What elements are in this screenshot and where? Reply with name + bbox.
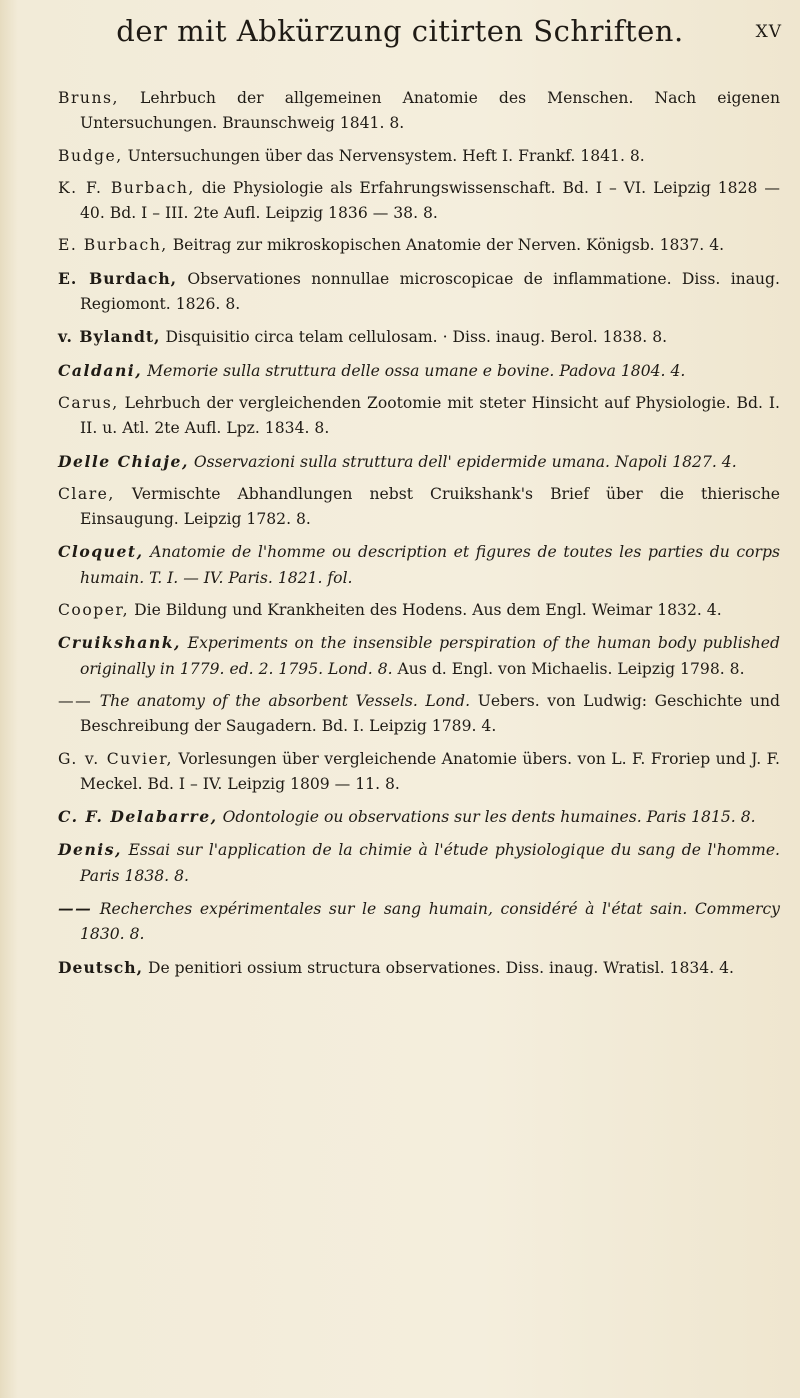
entry-text: Anatomie de l'homme ou description et figures de toutes les parties du corps humain. T. I. — IV. Paris. 1821. fol. xyxy=(80,543,780,587)
entry-author: E. Burdach, xyxy=(58,268,178,288)
entry-author: Cooper, xyxy=(58,601,130,620)
entry-text: Vorlesungen über vergleichende Anatomie übers. von L. F. Froriep und J. F. Meckel. Bd. I – IV. Leipzig 1809 — 11. 8. xyxy=(80,749,781,793)
entry-text: die Physiologie als Erfahrungswissenschaft. Bd. I – VI. Leipzig 1828 — 40. Bd. I – III. 2te Aufl. Leipzig 1836 — 38. 8. xyxy=(80,178,780,223)
entry-author: Bruns, xyxy=(58,89,119,107)
entry-author: E. Burbach, xyxy=(58,236,168,255)
entry-burbach-e xyxy=(58,233,780,258)
entry-author: Denis, xyxy=(58,840,122,860)
entry-denis-recherches xyxy=(58,896,780,948)
entry-text: Lehrbuch der allgemeinen Anatomie des Menschen. Nach eigenen Untersuchungen. Braunschweig 1841. 8. xyxy=(80,89,780,133)
entry-bylandt xyxy=(58,324,780,350)
entry-burdach xyxy=(58,266,780,318)
entry-author: Deutsch, xyxy=(58,957,144,977)
entry-budge xyxy=(58,144,780,169)
entry-author: Caldani, xyxy=(58,360,143,380)
entry-text-tail: Aus d. Engl. von Michaelis. Leipzig 1798. 8. xyxy=(392,659,745,678)
entry-text: The anatomy of the absorbent Vessels. Lond. xyxy=(92,691,471,710)
entry-text: Experiments on the insensible perspiration of the human body published originally in 1779. ed. 2. 1795. Lond. 8. xyxy=(80,634,780,678)
entry-delle-chiaje xyxy=(58,449,780,475)
entry-cruikshank xyxy=(58,630,780,682)
entry-author: —— xyxy=(58,691,93,710)
entry-author: Carus, xyxy=(58,393,119,412)
entry-burbach-kf xyxy=(58,176,780,227)
entry-bruns xyxy=(58,86,780,137)
entry-cloquet xyxy=(58,539,780,591)
entry-text: Beitrag zur mikroskopischen Anatomie der Nerven. Königsb. 1837. 4. xyxy=(167,236,725,255)
entry-text: Memorie sulla struttura delle ossa umane e bovine. Padova 1804. 4. xyxy=(142,361,686,380)
entry-text: Lehrbuch der vergleichenden Zootomie mit steter Hinsicht auf Physiologie. Bd. I. II. u. Atl. 2te Aufl. Lpz. 1834. 8. xyxy=(80,393,780,438)
entry-text: Vermischte Abhandlungen nebst Cruikshank's Brief über die thierische Einsaugung. Leipzig 1782. 8. xyxy=(80,484,780,529)
running-title: der mit Abkürzung citirten Schriften. xyxy=(116,14,684,48)
entry-text: Untersuchungen über das Nervensystem. Heft I. Frankf. 1841. 8. xyxy=(122,146,645,165)
entry-author: C. F. Delabarre, xyxy=(58,807,218,827)
entry-cruikshank-absorbent xyxy=(58,689,780,740)
entry-text: De penitiori ossium structura observationes. Diss. inaug. Wratisl. 1834. 4. xyxy=(143,958,735,977)
entry-text: Disquisitio circa telam cellulosam. · Diss. inaug. Berol. 1838. 8. xyxy=(160,328,668,347)
entry-text: Odontologie ou observations sur les dents humaines. Paris 1815. 8. xyxy=(217,808,756,827)
entry-author: Cruikshank, xyxy=(58,633,181,653)
entry-text: Observationes nonnullae microscopicae de inflammatione. Diss. inaug. Regiomont. 1826. 8. xyxy=(80,269,780,314)
entry-delabarre xyxy=(58,804,780,830)
entry-text: Essai sur l'application de la chimie à l'étude physiologique du sang de l'homme. Paris 1838. 8. xyxy=(80,841,780,885)
entry-author: —— xyxy=(58,899,93,919)
entry-cooper xyxy=(58,598,780,623)
entry-author: Clare, xyxy=(58,484,115,503)
entry-cuvier xyxy=(58,747,780,798)
entry-carus xyxy=(58,391,780,442)
entry-text-tail: Uebers. von Ludwig: Geschichte und Beschreibung der Saugadern. Bd. I. Leipzig 1789. 4. xyxy=(80,691,781,736)
entry-author: Cloquet, xyxy=(58,542,144,562)
entry-text: Osservazioni sulla struttura dell' epidermide umana. Napoli 1827. 4. xyxy=(188,452,737,471)
entry-caldani xyxy=(58,358,780,384)
page-number: XV xyxy=(755,22,782,42)
entry-text: Recherches expérimentales sur le sang humain, considéré à l'état sain. Commercy 1830. 8. xyxy=(80,900,780,944)
entry-text: Die Bildung und Krankheiten des Hodens. Aus dem Engl. Weimar 1832. 4. xyxy=(129,601,722,620)
entry-author: G. v. Cuvier, xyxy=(58,749,173,768)
entry-author: Budge, xyxy=(58,146,123,165)
running-header xyxy=(0,14,800,64)
entry-author: K. F. Burbach, xyxy=(58,178,195,197)
entry-clare xyxy=(58,482,780,533)
entry-author: Delle Chiaje, xyxy=(58,451,189,471)
bibliography-list xyxy=(58,86,780,988)
entry-author: v. Bylandt, xyxy=(58,327,161,347)
entry-deutsch xyxy=(58,955,780,981)
entry-denis xyxy=(58,837,780,889)
